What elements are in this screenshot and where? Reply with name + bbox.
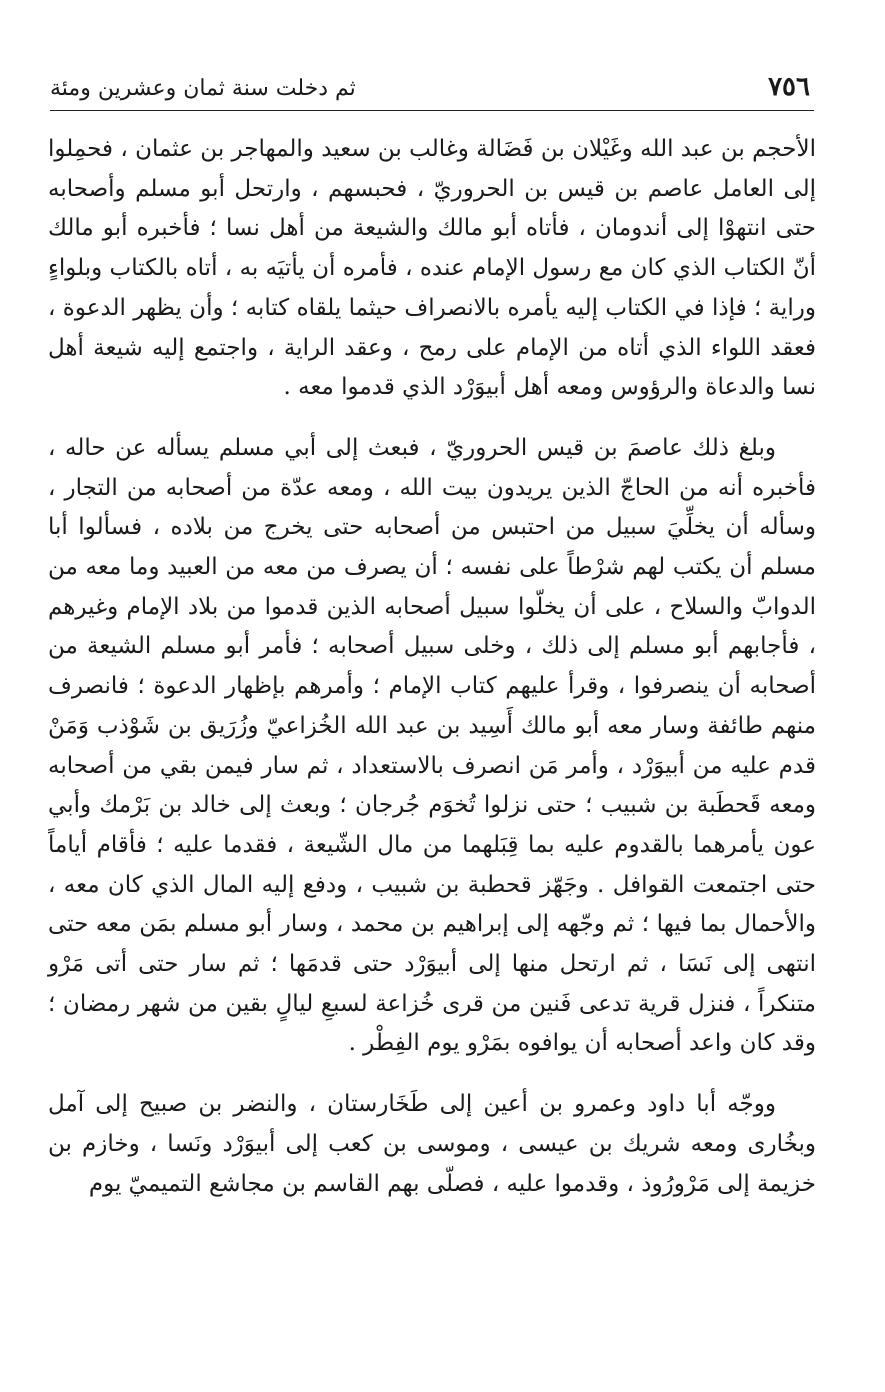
body-text bbox=[48, 130, 816, 1204]
header-divider bbox=[50, 110, 814, 111]
running-title: ثم دخلت سنة ثمان وعشرين ومئة bbox=[50, 76, 356, 101]
page-header bbox=[50, 72, 810, 112]
paragraph-2: وبلغ ذلك عاصمَ بن قيس الحروريّ ، فبعث إلى أبي مسلم يسأله عن حاله ، فأخبره أنه من الحاجّ الذين يريدون بيت الله ، ومعه عدّة من أصحابه من التجار ، وسأله أن يخلِّيَ سبيل من احتبس من أصحابه حتى يخرج من بلاده ، فسألوا أبا مسلم أن يكتب لهم شرْطاً على نفسه ؛ أن يصرف من معه من العبيد وما معه من الدوابّ والسلاح ، على أن يخلّوا سبيل أصحابه الذين قدموا من بلاد الإمام وغيرهم ، فأجابهم أبو مسلم إلى ذلك ، وخلى سبيل أصحابه ؛ فأمر أبو مسلم الشيعة من أصحابه أن ينصرفوا ، وقرأ عليهم كتاب الإمام ؛ وأمرهم بإظهار الدعوة ؛ فانصرف منهم طائفة وسار معه أبو مالك أَسِيد بن عبد الله الخُزاعيّ وزُرَيق بن شَوْذب وَمَنْ قدم عليه من أبيوَرْد ، وأمر مَن انصرف بالاستعداد ، ثم سار فيمن بقي من أصحابه ومعه قَحطَبة بن شبيب ؛ حتى نزلوا تُخوَم جُرجان ؛ وبعث إلى خالد بن بَرْمك وأبي عون يأمرهما بالقدوم عليه بما قِبَلهما من مال الشّيعة ، فقدما عليه ؛ فأقام أياماً حتى اجتمعت القوافل . وجَهّز قحطبة بن شبيب ، ودفع إليه المال الذي كان معه ، والأحمال بما فيها ؛ ثم وجّهه إلى إبراهيم بن محمد ، وسار أبو مسلم بمَن معه حتى انتهى إلى نَسَا ، ثم ارتحل منها إلى أبيوَرْد حتى قدمَها ؛ ثم سار حتى أتى مَرْو متنكراً ، فنزل قرية تدعى فَنين من قرى خُزاعة لسبعِ ليالٍ بقين من شهر رمضان ؛ وقد كان واعد أصحابه أن يوافوه بمَرْو يوم الفِطْر . bbox=[48, 434, 816, 1057]
page-number: ٧٥٦ bbox=[768, 72, 810, 102]
paragraph-3: ووجّه أبا داود وعمرو بن أعين إلى طَخَارستان ، والنضر بن صبيح إلى آمل وبخُارى ومعه شريك بن عيسى ، وموسى بن كعب إلى أبيوَرْد ونَسا ، وخازم بن خزيمة إلى مَرْورُوذ ، وقدموا عليه ، فصلّى بهم القاسم بن مجاشع التميميّ يوم bbox=[48, 1091, 816, 1197]
paragraph-1: الأحجم بن عبد الله وغَيْلان بن فَضَالة وغالب بن سعيد والمهاجر بن عثمان ، فحمِلوا إلى العامل عاصم بن قيس بن الحروريّ ، فحبسهم ، وارتحل أبو مسلم وأصحابه حتى انتهوْا إلى أندومان ، فأتاه أبو مالك والشيعة من أهل نسا ؛ فأخبره أبو مالك أنّ الكتاب الذي كان مع رسول الإمام عنده ، فأمره أن يأتيَه به ، أتاه بالكتاب وبلواءٍ وراية ؛ فإذا في الكتاب إليه يأمره بالانصراف حيثما يلقاه كتابه ؛ وأن يظهر الدعوة ، فعقد اللواء الذي أتاه من الإمام على رمح ، وعقد الراية ، واجتمع إليه شيعة أهل نسا والدعاة والرؤوس ومعه أهل أبيوَرْد الذي قدموا معه . bbox=[48, 136, 816, 401]
